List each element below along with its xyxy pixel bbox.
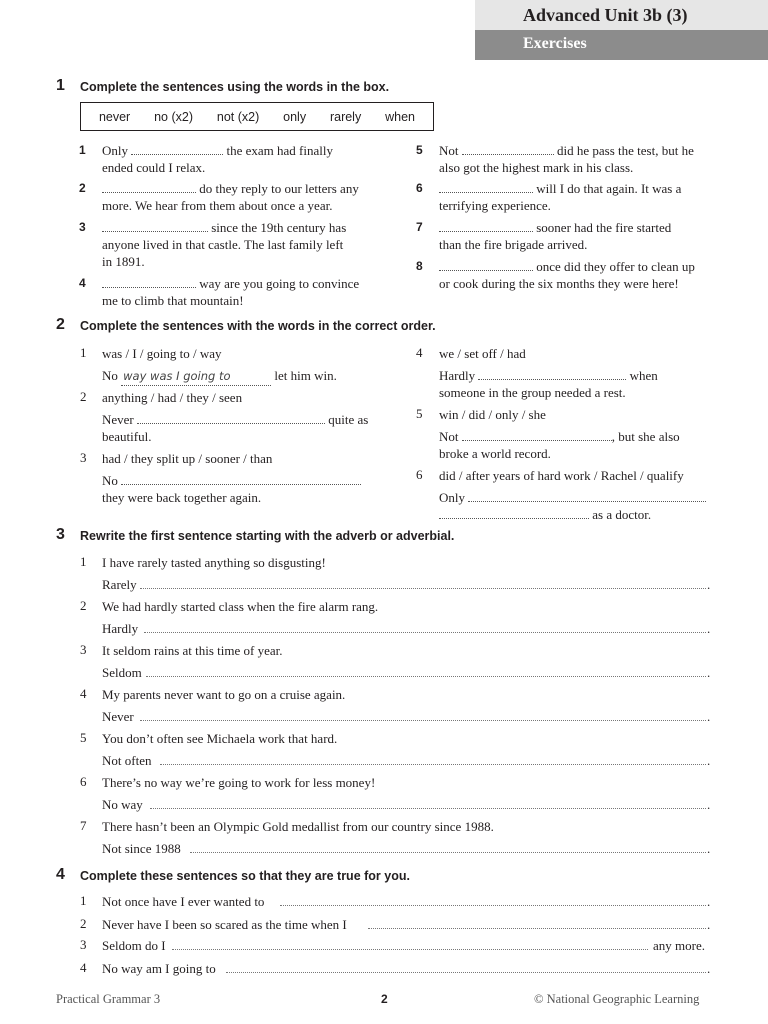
ex4-item-start: Never have I been so scared as the time when I bbox=[102, 917, 347, 932]
ex1-item-number: 5 bbox=[416, 143, 423, 157]
answer-blank[interactable] bbox=[439, 508, 589, 519]
ex3-item-number: 4 bbox=[80, 686, 87, 701]
ex2-item-1-answer-line: No way was I going to let him win. bbox=[102, 367, 337, 386]
ex1-item-2: do they reply to our letters any more. We hear from them about once a year. bbox=[102, 181, 359, 213]
exercises-label: Exercises bbox=[523, 35, 587, 52]
ex3-item-sentence: I have rarely tasted anything so disgusting! bbox=[102, 555, 326, 570]
ex2-item-2-answer-line: Never quite as beautiful. bbox=[102, 412, 369, 444]
answer-line[interactable] bbox=[140, 588, 706, 589]
unit-title: Advanced Unit 3b (3) bbox=[523, 5, 688, 25]
ex2-item-3: had / they split up / sooner / than bbox=[102, 451, 273, 466]
ex2-item-number: 1 bbox=[80, 345, 87, 360]
ex2-item-2: anything / had / they / seen bbox=[102, 390, 243, 405]
word-box-item: when bbox=[385, 109, 415, 124]
ex3-item-sentence: There’s no way we’re going to work for less money! bbox=[102, 775, 376, 790]
word-box-item: only bbox=[283, 109, 307, 124]
ex1-item-number: 3 bbox=[79, 220, 86, 234]
ex3-item-start: No way bbox=[102, 797, 143, 812]
answer-line[interactable] bbox=[280, 905, 706, 906]
word-box-item: rarely bbox=[329, 109, 362, 124]
ex2-item-1: was / I / going to / way bbox=[102, 346, 222, 361]
word-box-item: never bbox=[98, 109, 131, 124]
ex3-item-start: Never bbox=[102, 709, 134, 724]
answer-blank[interactable]: way was I going to bbox=[121, 368, 271, 386]
ex2-item-4-answer-line: Hardly when someone in the group needed a rest. bbox=[439, 368, 658, 400]
ex1-title: Complete the sentences using the words in the box. bbox=[80, 80, 390, 94]
ex1-item-7: sooner had the fire started than the fire brigade arrived. bbox=[439, 220, 672, 252]
ex3-item-number: 3 bbox=[80, 642, 87, 657]
ex3-item-start: Hardly bbox=[102, 621, 139, 636]
full-stop: . bbox=[707, 753, 711, 768]
footer-copyright: © National Geographic Learning bbox=[534, 992, 700, 1006]
answer-line[interactable] bbox=[172, 949, 648, 950]
ex3-item-number: 5 bbox=[80, 730, 87, 745]
answer-blank[interactable] bbox=[478, 369, 626, 380]
ex2-item-4: we / set off / had bbox=[439, 346, 526, 361]
answer-line[interactable] bbox=[160, 764, 706, 765]
word-box bbox=[80, 102, 434, 131]
answer-blank[interactable] bbox=[102, 277, 196, 288]
ex3-item-sentence: My parents never want to go on a cruise again. bbox=[102, 687, 346, 702]
ex3-item-number: 6 bbox=[80, 774, 87, 789]
ex1-item-number: 2 bbox=[79, 181, 86, 195]
full-stop: . bbox=[707, 917, 711, 932]
word-box-item: no (x2) bbox=[154, 109, 193, 124]
ex4-title: Complete these sentences so that they are true for you. bbox=[80, 869, 410, 883]
ex3-item-sentence: It seldom rains at this time of year. bbox=[102, 643, 283, 658]
ex1-item-number: 6 bbox=[416, 181, 423, 195]
full-stop: . bbox=[707, 961, 711, 976]
ex2-item-number: 2 bbox=[80, 389, 87, 404]
ex1-item-8: once did they offer to clean up or cook during the six months they were here! bbox=[439, 259, 695, 291]
exercises-bar bbox=[475, 30, 768, 60]
ex4-item-start: Seldom do I bbox=[102, 938, 166, 953]
answer-blank[interactable] bbox=[439, 182, 533, 193]
ex2-item-number: 4 bbox=[416, 345, 423, 360]
ex1-item-4: way are you going to convince me to climb that mountain! bbox=[102, 276, 360, 308]
ex3-title: Rewrite the first sentence starting with the adverb or adverbial. bbox=[80, 529, 455, 543]
answer-blank[interactable] bbox=[462, 430, 612, 441]
answer-line[interactable] bbox=[190, 852, 706, 853]
ex3-item-sentence: There hasn’t been an Olympic Gold medallist from our country since 1988. bbox=[102, 819, 494, 834]
ex3-item-start: Not since 1988 bbox=[102, 841, 181, 856]
ex3-item-sentence: You don’t often see Michaela work that hard. bbox=[102, 731, 338, 746]
footer-book-title: Practical Grammar 3 bbox=[56, 992, 161, 1006]
ex2-item-number: 6 bbox=[416, 467, 423, 482]
ex2-number: 2 bbox=[56, 316, 65, 333]
ex2-item-5: win / did / only / she bbox=[439, 407, 546, 422]
answer-blank[interactable] bbox=[439, 221, 533, 232]
answer-blank[interactable] bbox=[131, 144, 223, 155]
ex1-item-1: Only the exam had finally ended could I relax. bbox=[102, 143, 333, 175]
ex2-item-3-answer-line: No they were back together again. bbox=[102, 472, 361, 506]
ex1-number: 1 bbox=[56, 77, 65, 94]
ex1-item-5: Not did he pass the test, but he also got the highest mark in his class. bbox=[439, 143, 694, 175]
ex3-item-number: 1 bbox=[80, 554, 87, 569]
ex2-item-6-answer-line: Only as a doctor. bbox=[439, 489, 706, 523]
full-stop: . bbox=[707, 577, 711, 592]
ex1-item-number: 8 bbox=[416, 259, 423, 273]
ex1-item-number: 7 bbox=[416, 220, 423, 234]
answer-blank[interactable] bbox=[439, 260, 533, 271]
full-stop: . bbox=[707, 665, 711, 680]
ex4-item-number: 2 bbox=[80, 916, 87, 931]
ex3-item-sentence: We had hardly started class when the fire alarm rang. bbox=[102, 599, 379, 614]
ex4-item-number: 1 bbox=[80, 893, 87, 908]
ex3-item-start: Rarely bbox=[102, 577, 137, 592]
ex1-item-6: will I do that again. It was a terrifying experience. bbox=[439, 181, 682, 213]
full-stop: . bbox=[707, 797, 711, 812]
ex2-item-6: did / after years of hard work / Rachel / qualify bbox=[439, 468, 684, 483]
word-box-item: not (x2) bbox=[216, 109, 260, 124]
ex4-number: 4 bbox=[56, 866, 65, 883]
ex3-item-start: Seldom bbox=[102, 665, 142, 680]
full-stop: . bbox=[707, 621, 711, 636]
answer-blank[interactable] bbox=[137, 413, 325, 424]
ex2-item-number: 3 bbox=[80, 450, 87, 465]
full-stop: . bbox=[707, 709, 711, 724]
full-stop: . bbox=[707, 841, 711, 856]
answer-blank[interactable] bbox=[468, 491, 706, 502]
unit-title-bar bbox=[475, 0, 768, 30]
full-stop: . bbox=[707, 894, 711, 909]
answer-line[interactable] bbox=[140, 720, 706, 721]
ex2-item-number: 5 bbox=[416, 406, 423, 421]
answer-line[interactable] bbox=[150, 808, 706, 809]
answer-line[interactable] bbox=[226, 972, 706, 973]
answer-line[interactable] bbox=[144, 632, 706, 633]
ex4-item-start: Not once have I ever wanted to bbox=[102, 894, 265, 909]
ex3-item-start: Not often bbox=[102, 753, 152, 768]
answer-blank[interactable] bbox=[462, 144, 554, 155]
ex4-item-start: No way am I going to bbox=[102, 961, 216, 976]
answer-blank[interactable] bbox=[121, 474, 361, 485]
ex3-number: 3 bbox=[56, 526, 65, 543]
page-number: 2 bbox=[381, 992, 388, 1006]
ex2-title: Complete the sentences with the words in the correct order. bbox=[80, 319, 436, 333]
ex3-item-number: 7 bbox=[80, 818, 87, 833]
answer-blank[interactable] bbox=[102, 182, 196, 193]
answer-line[interactable] bbox=[146, 676, 706, 677]
ex4-item-number: 4 bbox=[80, 960, 87, 975]
ex1-item-number: 1 bbox=[79, 143, 86, 157]
ex2-item-5-answer-line: Not , but she also broke a world record. bbox=[439, 429, 680, 461]
ex3-item-number: 2 bbox=[80, 598, 87, 613]
answer-line[interactable] bbox=[368, 928, 706, 929]
ex4-item-number: 3 bbox=[80, 937, 87, 952]
ex1-item-number: 4 bbox=[79, 276, 86, 290]
answer-blank[interactable] bbox=[102, 221, 208, 232]
ex1-item-3: since the 19th century has anyone lived in that castle. The last family left in 1891. bbox=[102, 220, 347, 269]
ex4-item-end: any more. bbox=[653, 938, 705, 953]
